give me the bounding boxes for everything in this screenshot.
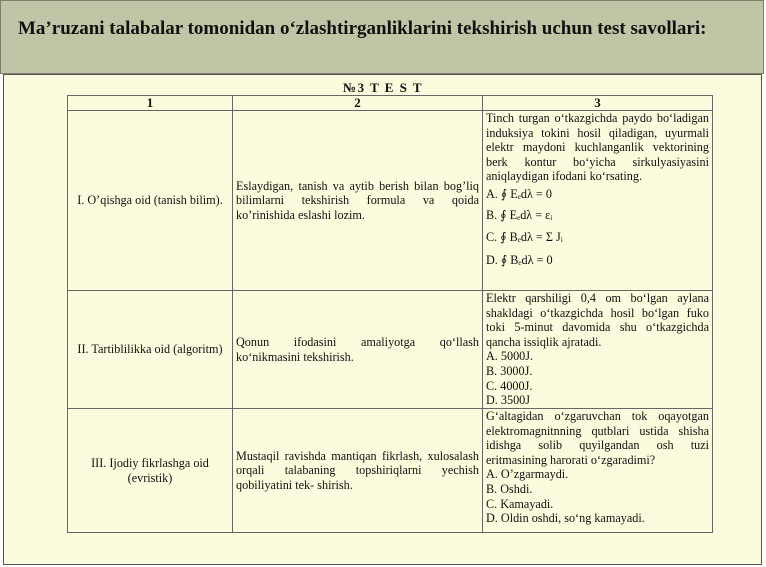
level-text: II. Tartiblilikka oid (algoritm) [77, 342, 223, 357]
description-text: Eslaydigan, tanish va aytib berish bilan bog’liq bilimlarni tekshirish formula va qoida ko’rinishida eslashi lozim. [236, 178, 479, 222]
column-header-1: 1 [68, 96, 233, 111]
answer-option: B. 3000J. [486, 363, 533, 378]
description-cell [233, 409, 483, 533]
question-text: G‘altagidan o‘zgaruvchan tok oqayotgan elektromagnitnning qutblari ustida shisha idishga solib quyilgandan osh tuzi eritmasining harorati o‘zgaradimi? [486, 409, 709, 467]
answer-option: B. ∮ Eₑdλ = εᵢ [486, 207, 553, 222]
answer-option: B. Oshdi. [486, 481, 533, 496]
answer-option: D. ∮ Bₑdλ = 0 [486, 252, 553, 267]
description-text: Mustaqil ravishda mantiqan fikrlash, xulosalash orqali talabaning topshiriqlarni yechish qobiliyatini tek- shirish. [236, 448, 479, 492]
question-cell [483, 409, 713, 533]
test-table [67, 95, 713, 533]
test-title: №3 T E S T [343, 80, 424, 95]
answer-option: D. Oldin oshdi, so‘ng kamayadi. [486, 511, 645, 526]
level-cell [68, 111, 233, 291]
question-cell [483, 291, 713, 409]
question-text: Tinch turgan o‘tkazgichda paydo bo‘ladigan induksiya tokini hosil qiladigan, uyurmali elektr maydoni kuchlanganlik vektorining berk kontur bo‘yicha sirkulyasiyasini aniqlaydigan ifodani ko‘rsating. [486, 111, 709, 184]
table-header-row [68, 96, 713, 111]
description-cell [233, 111, 483, 291]
answer-option: C. ∮ Bₑdλ = Σ Jᵢ [486, 230, 563, 245]
table-row [68, 409, 713, 533]
answer-option: A. 5000J. [486, 349, 534, 364]
answer-option: A. ∮ Eₑdλ = 0 [486, 186, 552, 201]
column-header-3: 3 [483, 96, 713, 111]
answer-option: C. Kamayadi. [486, 496, 554, 511]
answer-option: D. 3500J [486, 393, 531, 408]
table-row [68, 291, 713, 409]
table-row [68, 111, 713, 291]
description-cell [233, 291, 483, 409]
level-cell [68, 291, 233, 409]
level-text: III. Ijodiy fikrlashga oid (evristik) [91, 455, 209, 485]
slide-header [0, 0, 764, 74]
answer-option: A. O’zgarmaydi. [486, 467, 569, 482]
question-text: Elektr qarshiligi 0,4 om bo‘lgan aylana shakldagi o‘tkazgichda hosil bo‘lgan fuko toki 5-minut davomida shu o‘tkazgichda qancha issiqlik ajratadi. [486, 291, 709, 349]
level-text: I. O’qishga oid (tanish bilim). [77, 193, 223, 208]
answer-option: C. 4000J. [486, 378, 533, 393]
page-title: Ma’ruzani talabalar tomonidan o‘zlashtirganliklarini tekshirish uchun test savollari: [18, 18, 707, 39]
column-header-2: 2 [233, 96, 483, 111]
question-cell [483, 111, 713, 291]
description-text: Qonun ifodasini amaliyotga qo‘llash ko‘nikmasini tekshirish. [236, 334, 479, 364]
level-cell [68, 409, 233, 533]
